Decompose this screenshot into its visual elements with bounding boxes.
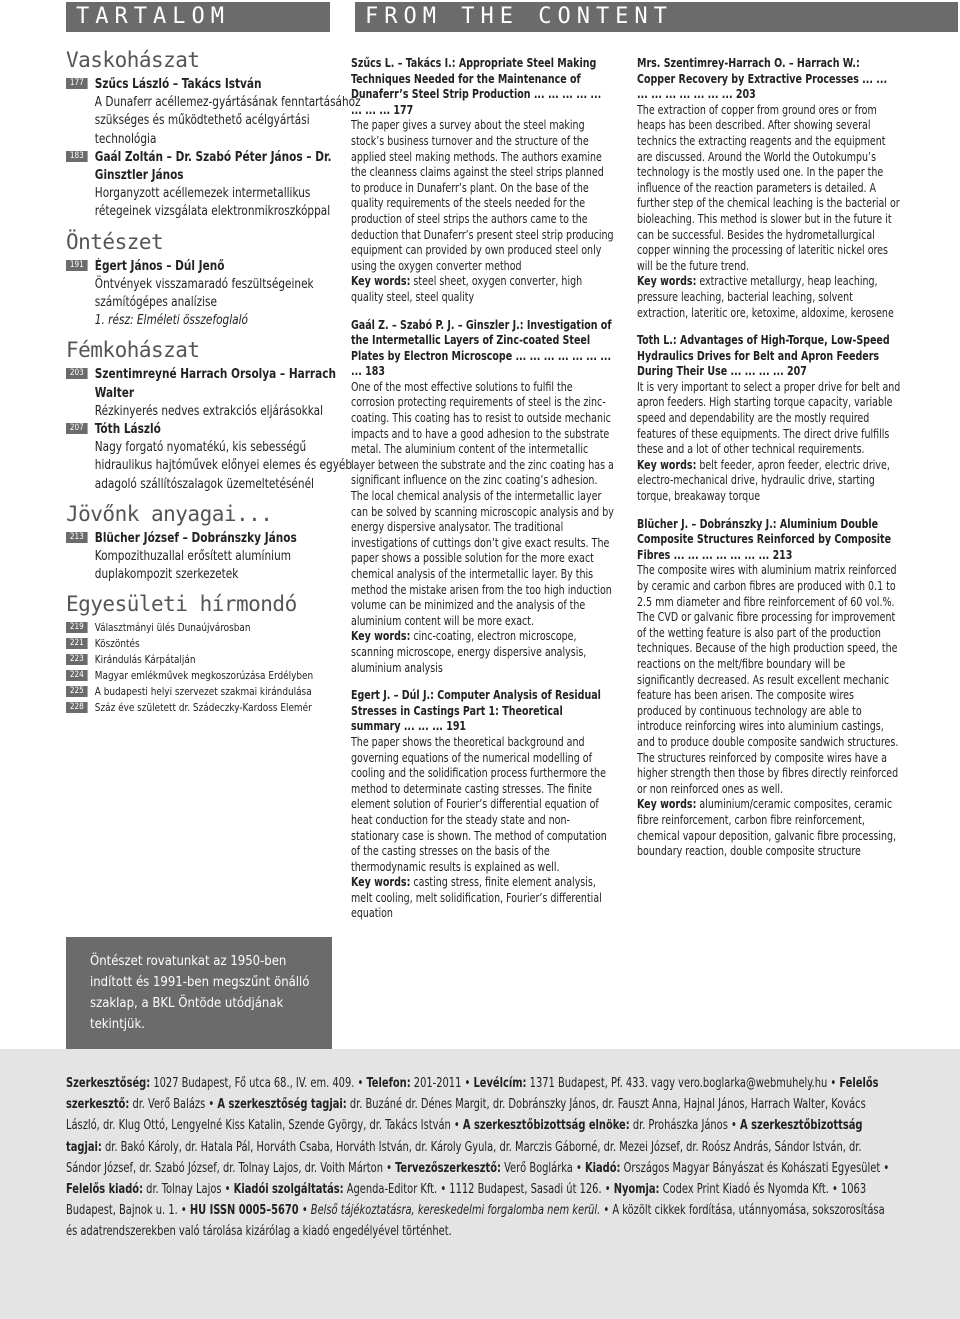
imprint-value: 1371 Budapest, Pf. 433. vagy vero.boglarka@webmuhely.hu • — [526, 1076, 840, 1091]
keywords — [351, 875, 615, 922]
keywords-label: Key words: — [351, 274, 411, 289]
section-title: Öntészet — [66, 229, 164, 254]
abstract-item — [351, 318, 615, 677]
imprint-footer — [0, 1049, 960, 1319]
imprint-value: Codex Print Kiadó és Nyomda Kft. • 1063 Budapest, Bajnok u. 1. • — [66, 1182, 867, 1219]
entry-title: Magyar emlékművek megkoszorúzása Erdélyben — [94, 669, 314, 683]
keywords-text: belt feeder, apron feeder, electric drive, electro-mechanical drive, hydraulic drive, starting torque, breakaway torque — [637, 457, 890, 504]
page-number-badge: 228 — [66, 702, 88, 713]
page-number-badge: 207 — [66, 423, 88, 434]
toc-entry — [66, 258, 365, 331]
entry-authors: Szentimreyné Harrach Orsolya – Harrach Walter — [94, 367, 336, 401]
imprint-value: • — [298, 1203, 311, 1219]
imprint-label: Kiadó: — [584, 1160, 621, 1176]
abstract-text: It is very important to select a proper drive for belt and apron feeders. High starting torque capacity, variable speed and dependability are the mostly required features of these equipments. The direct drive fulfills these and a lot of other technical requirements. — [637, 379, 901, 457]
news-entry — [66, 700, 365, 716]
contents-column — [66, 40, 361, 716]
page-number-badge: 223 — [66, 654, 88, 665]
keywords-text: cinc-coating, electron microscope, scanning microscope, energy dispersive analysis, aluminium analysis — [351, 629, 587, 675]
imprint-text — [66, 1073, 894, 1243]
news-entry — [66, 684, 365, 700]
entry-title: Rézkinyerés nedves extrakciós eljárásokkal — [94, 403, 324, 419]
imprint-value: • A közölt cikkek fordítása, utánnyomása, sokszorosítása és adatrendszerekben való tárolása kizárólag a kiadó engedélyével történhet. — [66, 1203, 885, 1240]
news-entry — [66, 620, 365, 636]
imprint-value: dr. Prohászka János • — [629, 1118, 740, 1134]
page-number-badge: 221 — [66, 638, 88, 649]
abstract-text: The composite wires with aluminium matrix reinforced by ceramic and carbon fibres are produced with 0.1 to 2.5 mm diameter and fibre reinforcement of 60 vol.%. The CVD or galvanic fibre processing for improvement of the wetting feature is also part of the production techniques. Because of the high production speed, the reactions on the melt/fibre boundary will be significantly decreased. As result excellent mechanic feature has been arisen. The composite wires produced by continuous technology are able to introduce reinforcing wires into aluminium castings, and to produce double composite sandwich structures. The structures reinforced by composite wires have a higher strength then those by fibres directly reinforced or non reinforced ones as well. — [637, 563, 899, 796]
abstract-text: The paper shows the theoretical background and governing equations of the numerical modelling of cooling and the solidification process furthermore the method to determinate casting stresses. The finite element solution of Fourier’s differential equation of heat conduction for the steady state and non-stationary case is shown. The method of computation of the casting stresses on the basis of the thermodynamic results is explained as well. — [351, 734, 607, 874]
entry-authors: Szűcs László – Takács István — [94, 77, 262, 92]
imprint-label: A szerkesztőbizottság tagjai: — [66, 1118, 863, 1155]
imprint-notice: Belső tájékoztatásra, kereskedelmi forgalomba nem kerül. — [310, 1203, 601, 1219]
abstract-text: The extraction of copper from ground ores or from heaps has been described. After showing several technics the extracting reagents and the equipment are discussed. Around the World the Outokumpu’s technology is the mostly used one. In the paper the influence of the reaction parameters is detailed. A further step of the chemical leaching is the bacterial or bioleaching. This method is slower but in the future it can be successful. Besides the hydrometallurgical copper winning the processing of lateritic nickel ores will be the future trend. — [637, 102, 900, 273]
page-number-badge: 213 — [66, 532, 88, 543]
keywords — [637, 274, 901, 321]
imprint-label: A szerkesztőbizottság elnöke: — [462, 1118, 630, 1134]
keywords — [637, 797, 901, 859]
section-title: Vaskohászat — [66, 48, 200, 72]
keywords — [637, 458, 901, 505]
entry-title: A budapesti helyi szervezet szakmai kirándulása — [94, 685, 312, 699]
imprint-value: dr. Bakó Károly, dr. Hatala Pál, Horváth Csaba, Horváth István, dr. Károly Gyula, dr. Marczis Gáborné, dr. Mezei József, dr. Roósz András, Sándor István, dr. Sándor József, dr. Szabó József, dr. Tolnay Lajos, dr. Voith Márton • — [66, 1139, 862, 1176]
imprint-value: 1027 Budapest, Fő utca 68., IV. em. 409. • — [150, 1076, 367, 1091]
note-box — [66, 937, 332, 1049]
entry-authors: Blücher József – Dobránszky János — [94, 530, 297, 546]
abstract-title: Mrs. Szentimrey-Harrach O. – Harrach W.: Copper Recovery by Extractive Processes ... ... ... ... ... ... ... ... ... 203 — [637, 56, 888, 102]
imprint-label: Felelős szerkesztő: — [66, 1076, 879, 1113]
keywords — [351, 274, 615, 305]
news-entry — [66, 668, 365, 684]
keywords-text: steel sheet, oxygen converter, high quality steel, steel quality — [351, 274, 583, 304]
imprint-value: dr. Verő Balázs • — [129, 1097, 218, 1113]
abstract-title: Szűcs L. – Takács I.: Appropriate Steel Making Techniques Needed for the Maintenance of Dunaferr’s Steel Strip Production ... ... ... ... ... ... ... ... 177 — [351, 56, 602, 117]
abstract-item — [351, 688, 615, 922]
toc-entry — [66, 421, 365, 494]
header-left-title: TARTALOM — [76, 4, 230, 29]
header-right-title: FROM THE CONTENT — [365, 4, 673, 29]
header-left — [66, 2, 330, 32]
entry-subtitle: 1. rész: Elméleti összefoglaló — [94, 313, 248, 329]
imprint-label: A szerkesztőség tagjai: — [217, 1097, 347, 1113]
abstract-item — [637, 517, 901, 860]
keywords-label: Key words: — [637, 797, 697, 812]
news-entry — [66, 652, 365, 668]
imprint-label: Tervezőszerkesztő: — [395, 1160, 501, 1176]
abstract-item — [637, 56, 901, 321]
page-number-badge: 191 — [66, 260, 88, 271]
page-number-badge: 183 — [66, 151, 88, 162]
imprint-label: Nyomja: — [613, 1182, 660, 1198]
abstract-title: Blücher J. – Dobránszky J.: Aluminium Double Composite Structures Reinforced by Composite Fibres ... ... ... ... ... ... ... 213 — [637, 516, 892, 562]
entry-title: Kompozithuzallal erősített alumínium duplakompozit szerkezetek — [94, 549, 291, 583]
keywords-text: casting stress, finite element analysis, melt cooling, melt solidification, Fourier’s differential equation — [351, 875, 602, 921]
imprint-value: Verő Boglárka • — [500, 1160, 585, 1176]
toc-entry — [66, 366, 365, 421]
imprint-label: Szerkesztőség: — [66, 1076, 151, 1091]
imprint-label: Felelős kiadó: — [66, 1182, 144, 1198]
abstract-title: Egert J. – Dúl J.: Computer Analysis of Residual Stresses in Castings Part 1: Theoretical summary ... ... ... 191 — [351, 688, 601, 734]
abstract-item — [351, 56, 615, 306]
toc-entry — [66, 76, 365, 149]
entry-title: Nagy forgató nyomatékú, kis sebességű hidraulikus hajtóművek előnyei elemes és egyéb adagoló szállítószalagok üzemeltetésénél — [94, 440, 353, 492]
section-title: Fémkohászat — [66, 338, 200, 363]
imprint-label: Kiadói szolgáltatás: — [233, 1182, 344, 1198]
keywords — [351, 629, 615, 676]
news-entry — [66, 636, 365, 652]
abstract-text: The paper gives a survey about the steel making stock’s business turnover and the structure of the applied steel making methods. The authors examine the cleanness claims against the steel strips planned to produce in Dunaferr’s plant. On the base of the quality requirements of the steels needed for the production of steel strips the authors came to the deduction that Dunaferr’s present steel strip producing equipment can provided by own produced steel only using the oxygen converter method — [351, 118, 614, 273]
abstract-title: Gaál Z. – Szabó P. J. – Ginszler J.: Investigation of the Intermetallic Layers of Zinc-coated Steel Plates by Electron Microscope ... ... ... ... ... ... ... ... 183 — [351, 317, 612, 379]
page-number-badge: 224 — [66, 670, 88, 681]
keywords-text: aluminium/ceramic composites, ceramic fibre reinforcement, carbon fibre reinforcement, chemical vapour deposition, galvanic fibre processing, boundary reaction, double composite structure — [637, 797, 897, 859]
entry-authors: Égert János – Dúl Jenő — [94, 258, 225, 274]
imprint-value: dr. Tolnay Lajos • — [143, 1182, 234, 1198]
imprint-label: HU ISSN 0005–5670 — [189, 1203, 299, 1219]
keywords-label: Key words: — [637, 274, 697, 289]
page-number-badge: 203 — [66, 368, 88, 379]
page-number-badge: 219 — [66, 622, 88, 633]
abstract-text: One of the most effective solutions to fulfil the corrosion protecting requirements of steel is the zinc-coating. This coating has to resist to outside mechanic impacts and to have a good adhesion to the substrate metal. The aluminium content of the intermetallic layer between the substrate and the zinc coating has a significant influence on the zinc coating’s adhesion. The local chemical analysis of the intermetallic layer can be solved by scanning microscopic analysis and by energy dispersive analysator. The traditional investigations of cuttings don’t give exact results. The paper shows a possible solution for the more exact chemical analysis of the intermetallic layer. By this method the mistake arisen from the too high induction volume can be minimized and the analysis of the aluminium content will be more exact. — [351, 379, 614, 628]
entry-title: Horganyzott acéllemezek intermetallikus rétegeinek vizsgálata elektronmikroszkóppal — [94, 186, 331, 220]
keywords-label: Key words: — [351, 875, 411, 890]
imprint-value: 201-2011 • — [410, 1076, 474, 1091]
page-number-badge: 225 — [66, 686, 88, 697]
entry-title: A Dunaferr acéllemez-gyártásának fenntartásához szükséges és működtethető acélgyártási technológia — [94, 95, 361, 147]
keywords-label: Key words: — [637, 457, 697, 472]
imprint-label: Telefon: — [366, 1076, 411, 1091]
page-number-badge: 177 — [66, 78, 88, 89]
imprint-value: dr. Buzáné dr. Dénes Margit, dr. Dobránszky János, dr. Fauszt Anna, Hajnal János, Harrach Walter, Kovács László, dr. Klug Ottó, Lengyelné Kiss Katalin, Szende György, dr. Takács István • — [66, 1097, 866, 1134]
abstracts-column-2 — [637, 56, 907, 872]
note-text: Öntészet rovatunkat az 1950-ben indított és 1991-ben megszűnt önálló szaklap, a BKL Öntöde utódjának tekintjük. — [90, 954, 310, 1032]
entry-title: Kirándulás Kárpátalján — [94, 653, 196, 667]
abstract-title: Toth L.: Advantages of High-Torque, Low-Speed Hydraulics Drives for Belt and Apron Feeders During Their Use ... ... ... ... 207 — [637, 333, 890, 379]
abstract-item — [637, 333, 901, 505]
entry-authors: Gaál Zoltán – Dr. Szabó Péter János – Dr. Ginsztler János — [94, 149, 332, 184]
entry-title: Öntvények visszamaradó feszültségeinek számítógépes analízise — [94, 276, 314, 311]
entry-title: Választmányi ülés Dunaújvárosban — [94, 621, 251, 635]
entry-title: Köszöntés — [94, 637, 140, 651]
section-title: Egyesületi hírmondó — [66, 592, 297, 617]
entry-authors: Tóth László — [94, 422, 161, 438]
imprint-value: Agenda-Editor Kft. • 1112 Budapest, Sasadi út 126. • — [343, 1182, 614, 1198]
keywords-text: extractive metallurgy, heap leaching, pressure leaching, bacterial leaching, solvent extraction, lateritic ore, ketoxime, aldoxime, kerosene — [637, 274, 894, 320]
section-title: Jövőnk anyagai... — [66, 501, 273, 526]
toc-entry — [66, 149, 365, 222]
imprint-label: Levélcím: — [473, 1076, 527, 1091]
entry-title: Száz éve született dr. Szádeczky-Kardoss Elemér — [94, 701, 312, 715]
abstracts-column-1 — [351, 56, 625, 934]
header-right — [355, 2, 958, 32]
imprint-value: Országos Magyar Bányászat és Kohászati Egyesület • — [620, 1160, 890, 1176]
toc-entry — [66, 530, 365, 585]
keywords-label: Key words: — [351, 629, 411, 644]
